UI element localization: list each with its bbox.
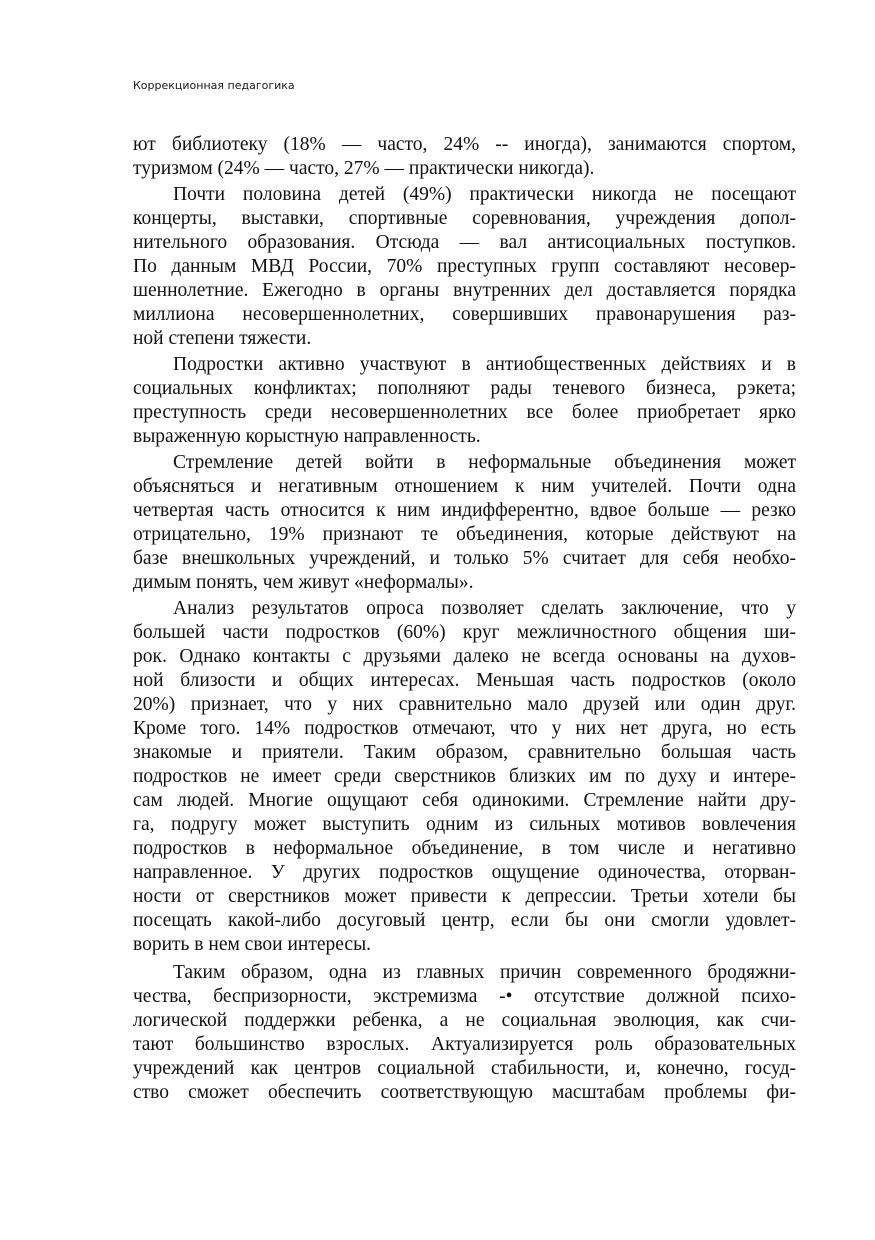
text-line: га, подругу может выступить одним из сильных мотивов вовлечения <box>133 814 796 835</box>
text-line: 20%) признает, что у них сравнительно мало друзей или один друг. <box>133 694 796 715</box>
text-line: учреждений как центров социальной стабильности, и, конечно, госуд- <box>133 1058 796 1079</box>
text-line: четвертая часть относится к ним индифферентно, вдвое больше — резко <box>133 500 796 521</box>
text-line: подростков в неформальное объединение, в том числе и негативно <box>133 838 796 859</box>
text-line: тают большинство взрослых. Актуализируется роль образовательных <box>133 1034 796 1055</box>
running-head: Коррекционная педагогика <box>133 79 295 92</box>
text-line: миллиона несовершеннолетних, совершивших правонарушения раз- <box>133 304 796 325</box>
text-line: Стремление детей войти в неформальные объединения может <box>173 452 796 473</box>
text-line: ной близости и общих интересах. Меньшая часть подростков (около <box>133 670 796 691</box>
text-line: По данным МВД России, 70% преступных групп составляют несовер- <box>133 256 796 277</box>
text-line: ности от сверстников может привести к депрессии. Третьи хотели бы <box>133 886 796 907</box>
text-line: ной степени тяжести. <box>133 328 312 349</box>
text-line: ство сможет обеспечить соответствующую масштабам проблемы фи- <box>133 1082 796 1103</box>
text-line: объясняться и негативным отношением к ним учителей. Почти одна <box>133 476 796 497</box>
text-line: Подростки активно участвуют в антиобщественных действиях и в <box>173 354 796 375</box>
text-line: посещать какой-либо досуговый центр, если бы они смогли удовлет- <box>133 910 796 931</box>
text-line: сам людей. Многие ощущают себя одинокими. Стремление найти дру- <box>133 790 796 811</box>
text-line: направленное. У других подростков ощущение одиночества, оторван- <box>133 862 796 883</box>
text-line: нительного образования. Отсюда — вал антисоциальных поступков. <box>133 232 796 253</box>
text-line: выраженную корыстную направленность. <box>133 426 481 447</box>
text-line: базе внешкольных учреждений, и только 5% считает для себя необхо- <box>133 548 796 569</box>
text-line: отрицательно, 19% признают те объединения, которые действуют на <box>133 524 796 545</box>
text-line: чества, беспризорности, экстремизма -• отсутствие должной психо- <box>133 986 796 1007</box>
text-line: преступность среди несовершеннолетних все более приобретает ярко <box>133 402 796 423</box>
text-line: Кроме того. 14% подростков отмечают, что у них нет друга, но есть <box>133 718 796 739</box>
text-line: шеннолетние. Ежегодно в органы внутренних дел доставляется порядка <box>133 280 796 301</box>
text-line: знакомые и приятели. Таким образом, сравнительно большая часть <box>133 742 796 763</box>
text-line: ют библиотеку (18% — часто, 24% -- иногда), занимаются спортом, <box>133 134 796 155</box>
text-line: концерты, выставки, спортивные соревнования, учреждения допол- <box>133 208 796 229</box>
text-line: рок. Однако контакты с друзьями далеко не всегда основаны на духов- <box>133 646 796 667</box>
text-line: Анализ результатов опроса позволяет сделать заключение, что у <box>173 598 796 619</box>
text-line: большей части подростков (60%) круг межличностного общения ши- <box>133 622 796 643</box>
text-line: подростков не имеет среди сверстников близких им по духу и интере- <box>133 766 796 787</box>
text-line: логической поддержки ребенка, а не социальная эволюция, как счи- <box>133 1010 796 1031</box>
text-line: Таким образом, одна из главных причин современного бродяжни- <box>173 962 796 983</box>
text-line: димым понять, чем живут «неформалы». <box>133 572 474 593</box>
text-line: социальных конфликтах; пополняют рады теневого бизнеса, рэкета; <box>133 378 796 399</box>
text-line: ворить в нем свои интересы. <box>133 934 372 955</box>
text-line: Почти половина детей (49%) практически никогда не посещают <box>173 184 796 205</box>
text-line: туризмом (24% — часто, 27% — практически никогда). <box>133 158 595 179</box>
